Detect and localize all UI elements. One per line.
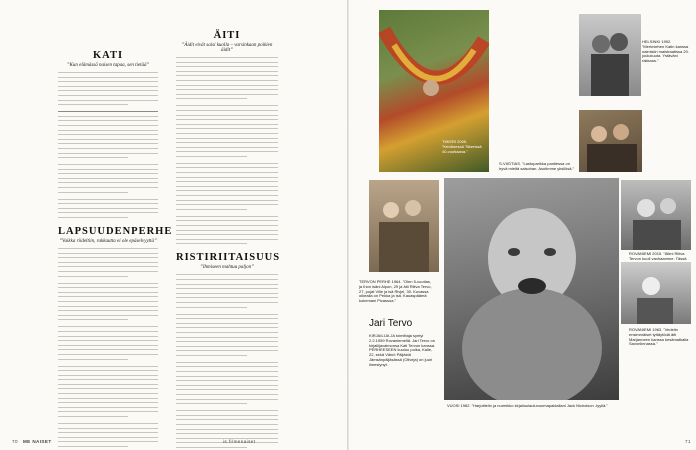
right-page <box>349 0 696 450</box>
column-kati <box>58 50 173 450</box>
brand-footer: ME NAISET <box>22 439 52 444</box>
caption-helsinki: HELSINKI 1992. ”Merimiehen Katin kanssa naimisiin maistraatissa 20. joulukuuta. Ystäväni rakkaus.” <box>642 39 689 64</box>
photo-tervon-perhe <box>369 180 439 272</box>
body-text-ristiriitaisuus <box>176 274 278 450</box>
section-title-kati: KATI <box>92 50 124 61</box>
section-subtitle-aiti: ”Äidit eivät saisi kuolla – varsinkaan poikien äidit” <box>181 43 273 53</box>
rovaniemi-1963-illustration <box>621 262 691 324</box>
section-title-aiti: ÄITI <box>213 30 241 41</box>
photo-rovaniemi-1963 <box>621 262 691 324</box>
baby-illustration <box>444 178 619 400</box>
section-subtitle-ristiriitaisuus: ”Ihmiseen mahtuu paljon” <box>200 265 254 271</box>
column-aiti <box>176 30 281 450</box>
caption-rovaniemi-2015: ROVANIEMI 2015. ”Äitini Riitva Tervon kuoli vanhaamme. Tässä <box>629 251 687 261</box>
tervon-perhe-illustration <box>369 180 439 272</box>
author-bio: KIRJAILIJA JA toimittaja syntyi 2.2.1959 Rovaniemellä. Jari Tervo on kirjailijavaimonsa Kati Tervon kanssa. PERHEESEEN kuuluu poika, Kalle, 22, sekä Väinö Päijästä Jämsänpäijäsässä (Oliveja) on juuri ilmestynyt. <box>369 333 436 367</box>
author-name: Jari Tervo <box>369 318 413 329</box>
caption-tervon-perhe: TERVON PERHE 1964. ”Olen 5-vuotias, ja Ihon isäni Alpon, 29 ja äiti Riitva Tervo, 27, pojat Ville ja isä Rivjel, 30. Kuvassa oikealla on Pekka ja isä. Kauaspäämä kokemani Picassoa.” <box>359 279 432 304</box>
page-number-left: 70 <box>12 439 18 444</box>
photo-wedding <box>579 14 641 96</box>
section-title-lapsuudenperhe: LAPSUUDENPERHE <box>58 226 173 238</box>
footer-left <box>12 439 52 444</box>
page-number-right: 71 <box>685 439 691 444</box>
photo-baby <box>444 178 619 400</box>
section-subtitle-lapsuudenperhe: ”Vaikka riideltiin, rakkautta ei ole epäselvyyttä” <box>59 239 157 245</box>
rovaniemi-2015-illustration <box>621 180 691 250</box>
section-title-ristiriitaisuus: RISTIRIITAISUUS <box>176 252 281 264</box>
photo-sivistys <box>579 110 642 172</box>
caption-sivistys: S-VIIGTIAS. ”Lastoparikka pantiessa on hyvä mieltä saisohan. Asutimme yksilösä.” <box>499 161 574 171</box>
body-text-kati <box>58 72 158 218</box>
sivistys-illustration <box>579 110 642 172</box>
section-subtitle-kati: ”Kun elämässä naisen tapaa, sen tietää” <box>66 63 150 68</box>
body-text-lapsuudenperhe <box>58 248 158 447</box>
footer-url: is.fi/menaiset <box>223 439 256 444</box>
caption-rovaniemi-1963: ROVANIEMI 1963. ”Vedelin ensimmäiset tyttäytödä äiti Marjanneen kanssa kesämatkalla Savonlinnassa.” <box>629 327 689 347</box>
left-page <box>0 0 347 450</box>
wedding-illustration <box>579 14 641 96</box>
caption-vuosi-1982: VUOSI 1982. ”Harjoittelin ja nurmikko kirjailuulaulunoomapaidallani Jack Nicholson -tyyliä.” <box>447 403 608 408</box>
photo-rovaniemi-2015 <box>621 180 691 250</box>
caption-tiikeri: TIIKERI 2005. ”Keväisessä Tiikerissä 40-vuotiaana.” <box>442 139 482 154</box>
body-text-aiti <box>176 57 278 244</box>
